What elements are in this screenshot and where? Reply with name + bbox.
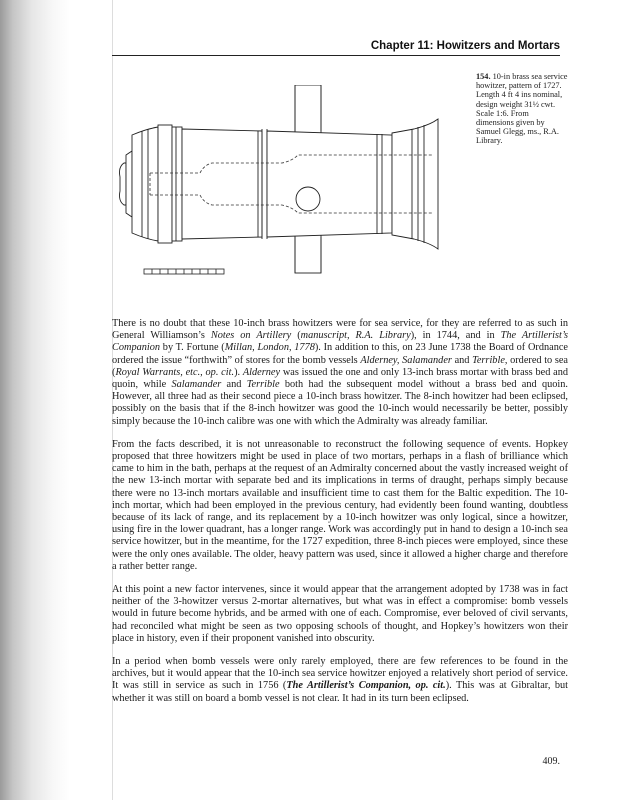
- italic-text-run: Terrible: [246, 379, 280, 391]
- page-number: 409.: [542, 756, 560, 767]
- book-gutter-shadow: [0, 0, 70, 800]
- italic-text-run: Millan, London, 1778: [224, 342, 315, 354]
- italic-text-run: Alderney: [242, 366, 281, 378]
- text-run: by T. Fortune (: [160, 342, 225, 354]
- header-rule: [112, 55, 560, 56]
- italic-text-run: The Artillerist’s Companion, op. cit.: [286, 680, 446, 692]
- text-run: (: [291, 330, 301, 342]
- text-run: , ordered to sea (: [112, 354, 568, 378]
- text-run: both had the subsequent model without a brass bed and quoin. However, all three had as their second piece a 10-inch brass howitzer. The 8-inch howitzer had been eclipsed, possibly on the basis that if the 8-inch howitzer was good the 10-inch would necessarily be better, possibly simply because the 10-inch calibre was one with which the Admiralty was already familiar.: [112, 379, 568, 427]
- text-run: At this point a new factor intervenes, since it would appear that the arrangement adopted by 1738 was in fact neither of the 3-howitzer versus 2-mortar alternatives, but what was in effect a compromise: bomb vessels would in future become hybrids, and be armed with one of each. Compromise, ever beloved of civil servants, had reconciled what might be seen as two opposing schools of thought, and Hopkey’s howitzers won their place in history, even if their proponent vanished into obscurity.: [112, 584, 568, 644]
- italic-text-run: Alderney, Salamander: [360, 354, 452, 366]
- body-text: [112, 318, 568, 716]
- italic-text-run: Terrible: [472, 354, 505, 366]
- paragraph: [112, 439, 568, 573]
- text-run: ).: [234, 366, 243, 378]
- figure-caption-text: 10-in brass sea service howitzer, pattern of 1727. Length 4 ft 4 ins nominal, design weight 31½ cwt. Scale 1:6. From dimensions given by Samuel Glegg, ms., R.A. Library.: [476, 72, 568, 146]
- text-run: From the facts described, it is not unreasonable to reconstruct the following sequence of events. Hopkey proposed that three howitzers might be used in place of two mortars, perhaps in a flash of brilliance which came to him in the bath, perhaps at the request of an Admiralty concerned about the vastly increased weight of the new 13-inch mortar with separate bed and its implications in terms of draught, perhaps simply because there were no 13-inch mortars available and insufficient time to cast them for the Baltic expedition. The 10-inch mortar, which had been employed in the previous century, had evidently been found wanting, doubtless because of its lack of range, and its replacement by a 10-inch howitzer was only logical, since a howitzer, using fire in the lower quadrant, has a longer range. Work was accordingly put in hand to design a 10-inch sea service howitzer, but in the meantime, for the 1727 expedition, three 8-inch pieces were employed, since these were the only ones available. The older, heavy pattern was used, since it allowed a higher charge and therefore a rather better range.: [112, 438, 568, 572]
- figure-number: 154.: [476, 72, 491, 81]
- text-run: was issued the one and only 13-inch brass mortar with brass bed and quoin, while: [112, 366, 569, 391]
- italic-text-run: The Artillerist’s Companion: [112, 330, 568, 354]
- italic-text-run: Salamander: [171, 379, 222, 391]
- howitzer-drawing: [112, 85, 472, 285]
- paragraph: [112, 318, 568, 428]
- paragraph: [112, 584, 568, 645]
- text-run: ), in 1744, and in: [410, 330, 501, 342]
- figure-caption: [476, 72, 568, 146]
- italic-text-run: Notes on Artillery: [210, 330, 292, 342]
- italic-text-run: Royal Warrants, etc., op. cit.: [115, 366, 235, 378]
- text-run: ). This was at Gibraltar, but whether it was still on board a bomb vessel is not clear. It had in its turn been eclipsed.: [112, 680, 568, 704]
- text-run: and: [221, 379, 247, 391]
- running-header-chapter-title: Chapter 11: Howitzers and Mortars: [370, 40, 560, 52]
- paragraph: [112, 656, 568, 705]
- text-run: In a period when bomb vessels were only rarely employed, there are few references to be found in the archives, but it would appear that the 10-inch sea service howitzer enjoyed a relatively short period of service. It was still in service as such in 1756 (: [112, 656, 568, 692]
- italic-text-run: manuscript, R.A. Library: [300, 330, 411, 342]
- text-run: There is no doubt that these 10-inch brass howitzers were for sea service, for they are referred to as such in General Williamson’s: [112, 318, 568, 342]
- text-run: and: [451, 354, 473, 366]
- text-run: ). In addition to this, on 23 June 1738 the Board of Ordnance ordered the issue “forthwith” of stores for the bomb vessels: [112, 342, 568, 366]
